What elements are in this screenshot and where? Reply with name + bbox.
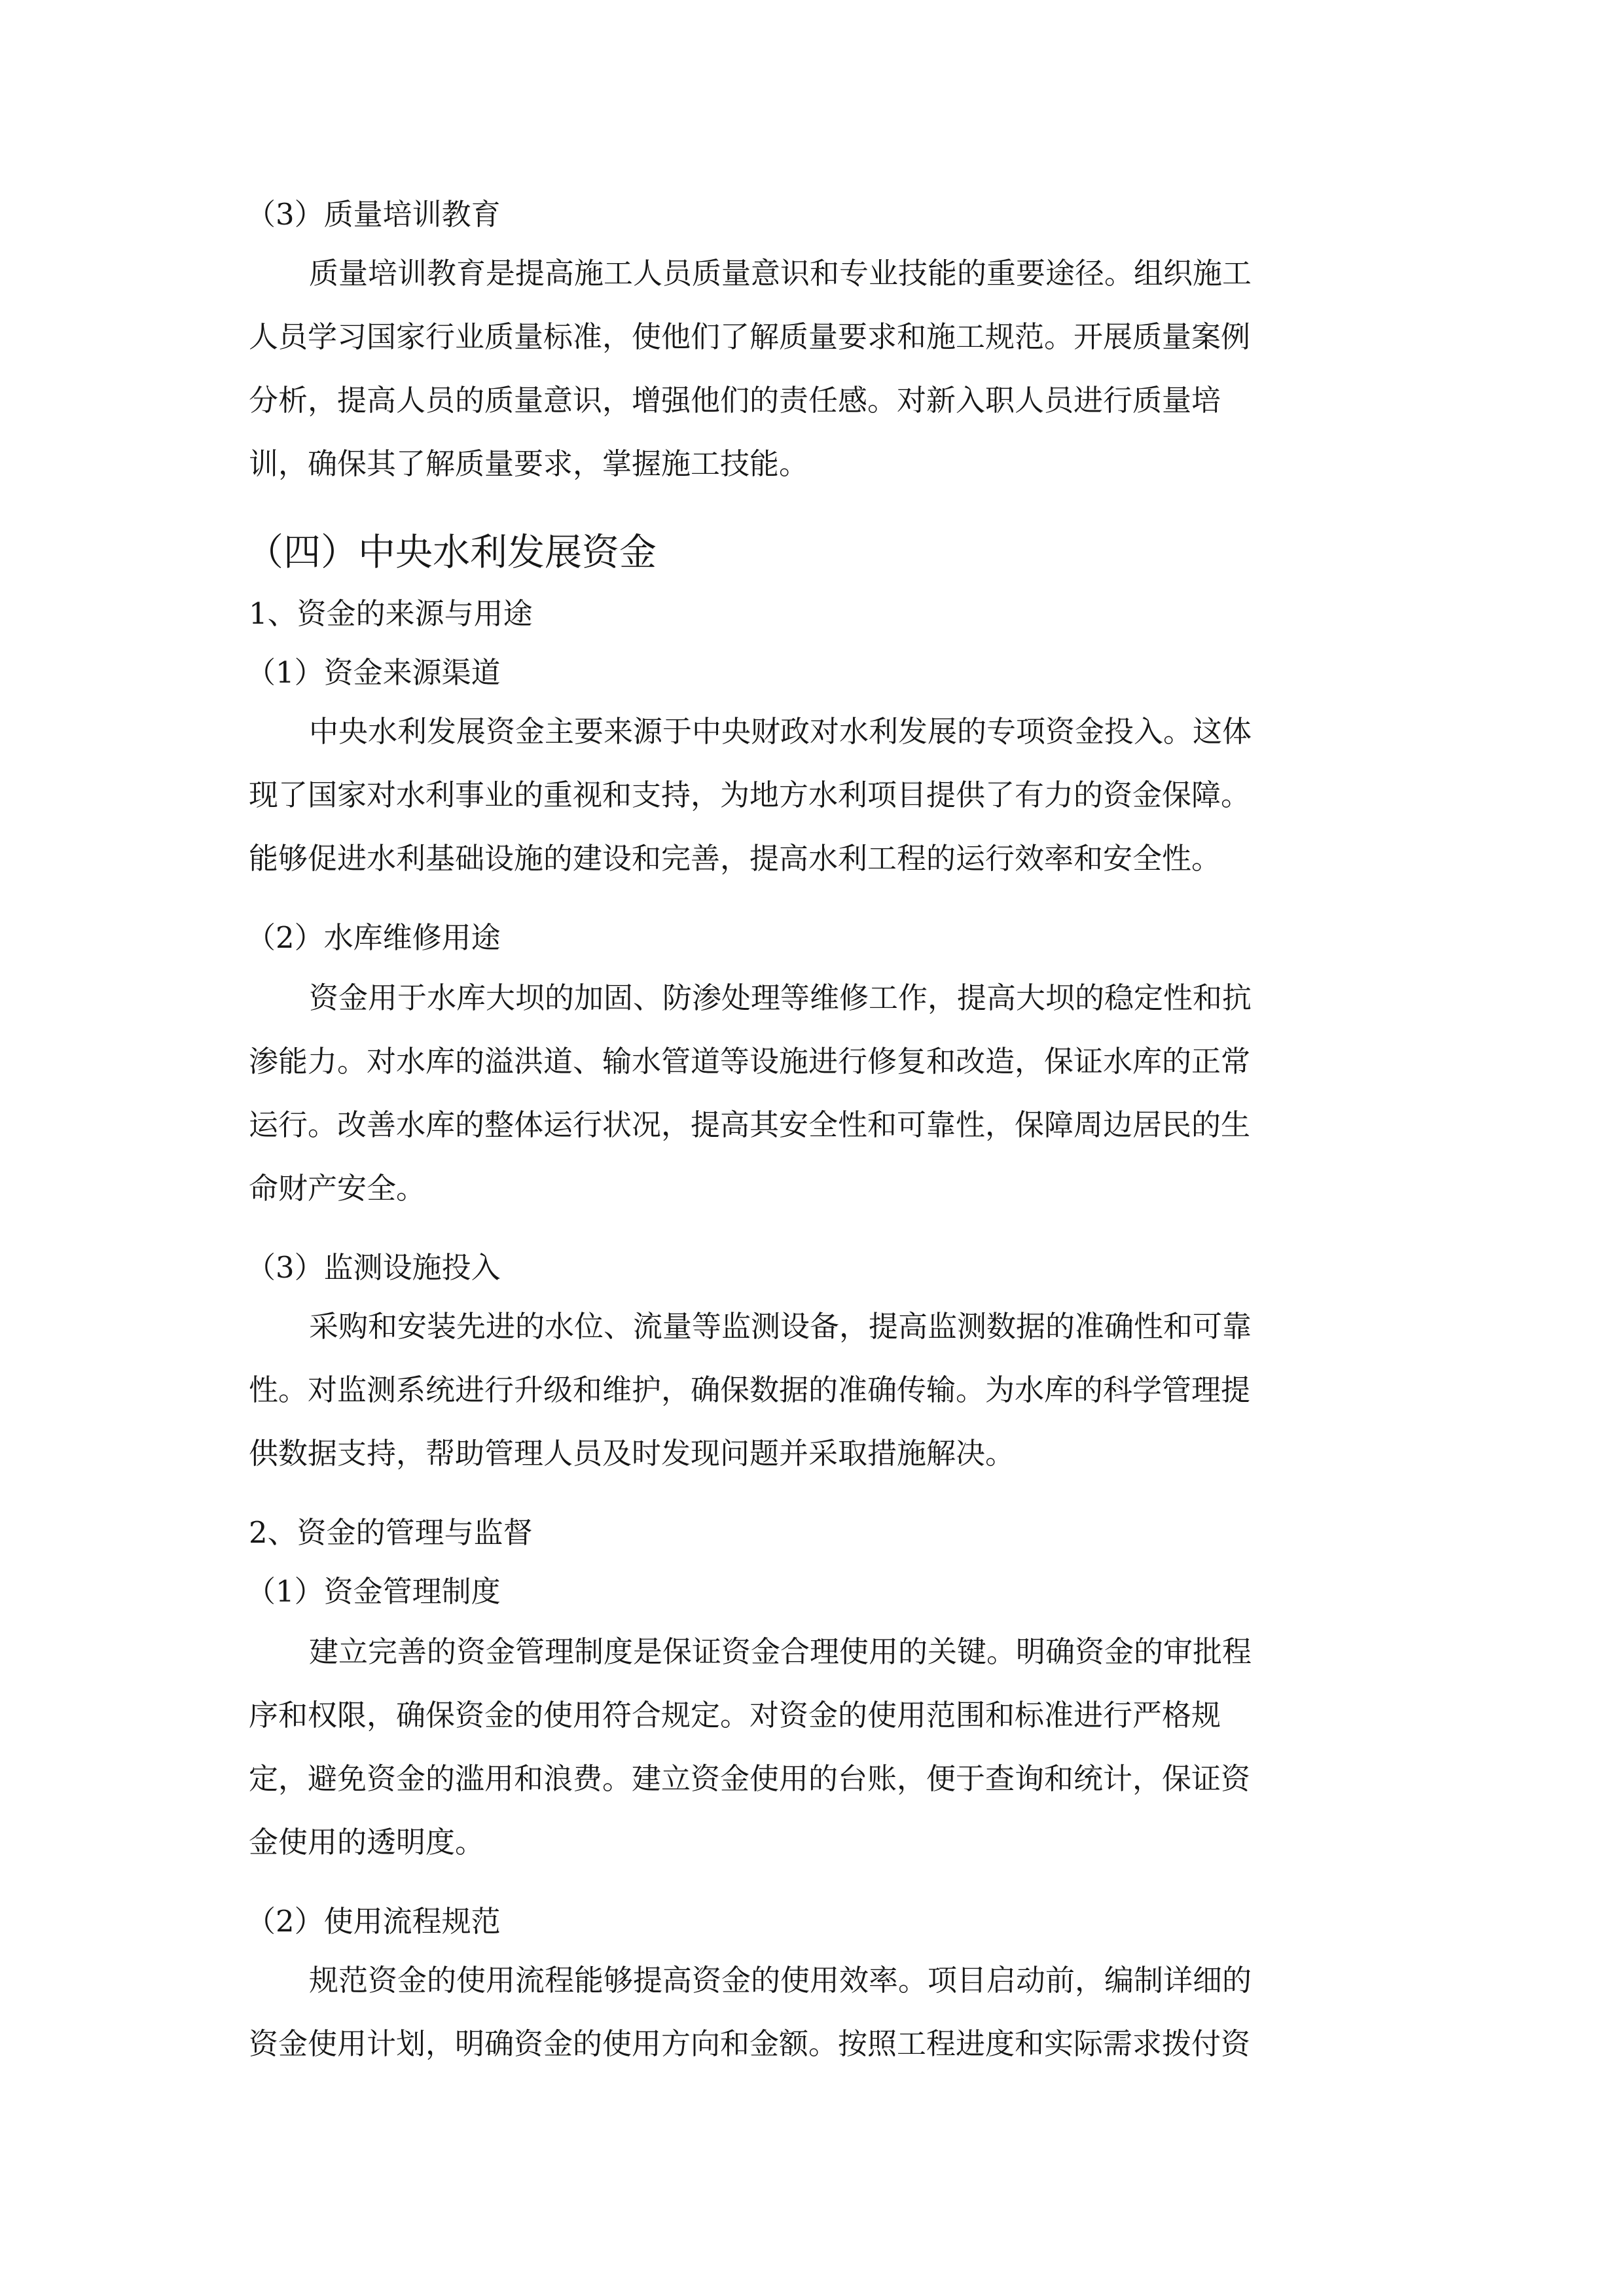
paragraph-line: 规范资金的使用流程能够提高资金的使用效率。项目启动前，编制详细的 — [309, 1963, 1252, 1998]
paragraph-line: 采购和安装先进的水位、流量等监测设备，提高监测数据的准确性和可靠 — [309, 1309, 1252, 1344]
paragraph-line: 训，确保其了解质量要求，掌握施工技能。 — [249, 446, 809, 481]
part-title: 2、资金的管理与监督 — [249, 1515, 533, 1550]
paragraph-line: 建立完善的资金管理制度是保证资金合理使用的关键。明确资金的审批程 — [309, 1634, 1252, 1669]
section-title: （四）中央水利发展资金 — [246, 531, 657, 574]
paragraph-line: 金使用的透明度。 — [249, 1825, 485, 1859]
paragraph-line: 质量培训教育是提高施工人员质量意识和专业技能的重要途径。组织施工 — [309, 256, 1252, 291]
subsection-heading: （2）使用流程规范 — [246, 1904, 501, 1939]
subsection-heading: （1）资金来源渠道 — [246, 655, 501, 690]
paragraph-line: 资金使用计划，明确资金的使用方向和金额。按照工程进度和实际需求拨付资 — [249, 2026, 1251, 2061]
part-title: 1、资金的来源与用途 — [249, 596, 533, 631]
paragraph-line: 现了国家对水利事业的重视和支持，为地方水利项目提供了有力的资金保障。 — [249, 778, 1251, 812]
paragraph-line: 能够促进水利基础设施的建设和完善，提高水利工程的运行效率和安全性。 — [249, 841, 1221, 876]
paragraph-line: 供数据支持，帮助管理人员及时发现问题并采取措施解决。 — [249, 1436, 1015, 1471]
paragraph-line: 资金用于水库大坝的加固、防渗处理等维修工作，提高大坝的稳定性和抗 — [309, 980, 1252, 1015]
paragraph-line: 渗能力。对水库的溢洪道、输水管道等设施进行修复和改造，保证水库的正常 — [249, 1044, 1251, 1079]
subsection-heading: （3）监测设施投入 — [246, 1250, 501, 1285]
paragraph-line: 中央水利发展资金主要来源于中央财政对水利发展的专项资金投入。这体 — [309, 714, 1252, 749]
subsection-heading: （3）质量培训教育 — [246, 197, 501, 232]
paragraph-line: 定，避免资金的滥用和浪费。建立资金使用的台账，便于查询和统计，保证资 — [249, 1761, 1251, 1796]
paragraph-line: 序和权限，确保资金的使用符合规定。对资金的使用范围和标准进行严格规 — [249, 1698, 1221, 1732]
subsection-heading: （1）资金管理制度 — [246, 1574, 501, 1609]
paragraph-line: 人员学习国家行业质量标准，使他们了解质量要求和施工规范。开展质量案例 — [249, 319, 1251, 354]
paragraph-line: 运行。改善水库的整体运行状况，提高其安全性和可靠性，保障周边居民的生 — [249, 1107, 1251, 1142]
subsection-heading: （2）水库维修用途 — [246, 920, 501, 955]
paragraph-line: 性。对监测系统进行升级和维护，确保数据的准确传输。为水库的科学管理提 — [249, 1372, 1251, 1407]
paragraph-line: 分析，提高人员的质量意识，增强他们的责任感。对新入职人员进行质量培 — [249, 383, 1221, 418]
paragraph-line: 命财产安全。 — [249, 1171, 426, 1206]
